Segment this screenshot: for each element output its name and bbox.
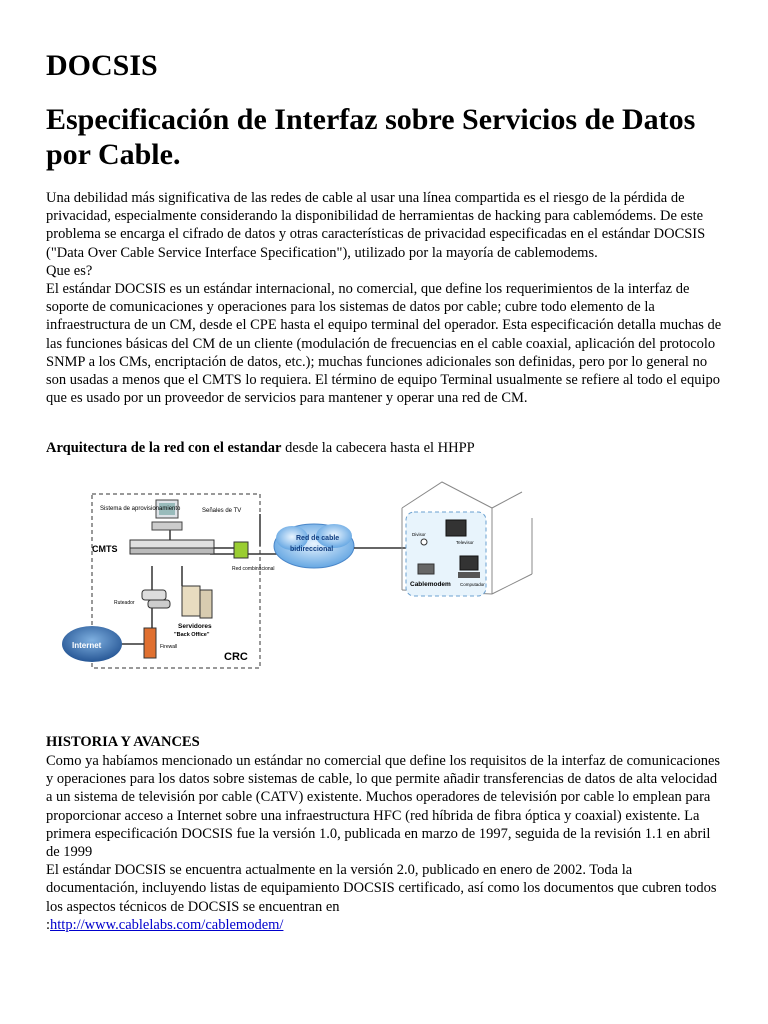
tv-label: Televisor [456,540,474,545]
history-heading: HISTORIA Y AVANCES [46,734,200,750]
architecture-caption-bold: Arquitectura de la red con el estandar [46,440,282,456]
cablemodem-icon [418,564,434,574]
splitter-label: Divisor [412,532,426,537]
cablemodem-label: Cablemodem [410,581,451,588]
version-paragraph: El estándar DOCSIS se encuentra actualmente en la versión 2.0, publicado en enero de 2002. Toda la documentación, incluyendo listas de equipamiento DOCSIS certificado, así como los documentos que cubren todos los aspectos técnicos de DOCSIS se encuentran en [46,862,717,915]
cloud-label-1: Red de cable [296,535,340,542]
cablelabs-link[interactable]: http://www.cablelabs.com/cablemodem/ [50,916,284,933]
television-icon [446,520,466,536]
cmts-label: CMTS [92,544,118,554]
servers-label: Servidores [178,623,212,630]
network-architecture-diagram [52,478,716,676]
history-section [46,752,722,934]
router-icon [142,590,170,608]
splitter-icon [421,539,427,545]
router-label: Ruteador [114,600,135,606]
definition-paragraph: El estándar DOCSIS es un estándar internacional, no comercial, que define los requerimientos de la interfaz de soporte de comunicaciones y operaciones para los sistemas de datos por cable; cubre todo elemento de la infraestructura de un CM, desde el CPE hasta el equipo terminal del operador. Esta especificación detalla muchas de las funciones básicas del CM de un cliente (modulación de frecuencias en el cable coaxial, aplicación del protocolo SNMP a los CMs, encriptación de datos, etc.); muchas funciones adicionales son definidas, pero por lo general no son usadas a menos que el CMTS lo requiera. El término de equipo Terminal usualmente se refiere al todo el equipo que es usado por un proveedor de servicios para mantener y operar una red de CM. [46,281,722,407]
intro-section [46,189,722,407]
combiner-device [234,542,248,558]
page-subtitle: Especificación de Interfaz sobre Servicios de Datos por Cable. [46,103,696,171]
cloud-label-2: bidireccional [290,546,334,553]
link-line [46,916,722,934]
firewall-label: Firewall [160,644,178,650]
architecture-caption [46,439,722,457]
home-computer-icon [458,556,480,578]
provisioning-computer-icon [152,500,182,530]
internet-label: Internet [72,641,102,650]
link-prefix: : [46,916,51,933]
architecture-caption-rest: desde la cabecera hasta el HHPP [281,440,475,456]
page-title: DOCSIS [46,49,158,82]
intro-paragraph: Una debilidad más significativa de las redes de cable al usar una línea compartida es el riesgo de la pérdida de privacidad, especialmente considerando la disponibilidad de herramientas de hacking para cablemódems. De este problema se encarga el cifrado de datos y otras características de privacidad especificadas en el estándar DOCSIS ("Data Over Cable Service Interface Specification"), utilizado por la mayoría de cablemodems. [46,190,706,261]
servers-icon [182,586,212,618]
history-paragraph: Como ya habíamos mencionado un estándar no comercial que define los requisitos de la interfaz de comunicaciones y operaciones para los datos sobre sistemas de cable, lo que permite añadir transferencias de datos de alta velocidad a un sistema de televisión por cable (CATV) existente. Muchos operadores de televisión por cable lo emplean para proporcionar acceso a Internet sobre una infraestructura HFC (red híbrida de fibra óptica y coaxial) existente. La primera especificación DOCSIS fue la versión 1.0, publicada en marzo de 1997, seguida de la revisión 1.1 en abril de 1999 [46,753,721,861]
computer-label: Computador [460,582,485,587]
back-office-label: "Back Office" [174,632,210,638]
combiner-label: Red combinacional [232,566,275,572]
firewall-icon [144,628,156,658]
tv-signals-label: Señales de TV [202,508,242,514]
provisioning-label: Sistema de aprovisionamiento [100,506,181,512]
crc-label: CRC [224,651,248,663]
question-line: Que es? [46,262,93,279]
